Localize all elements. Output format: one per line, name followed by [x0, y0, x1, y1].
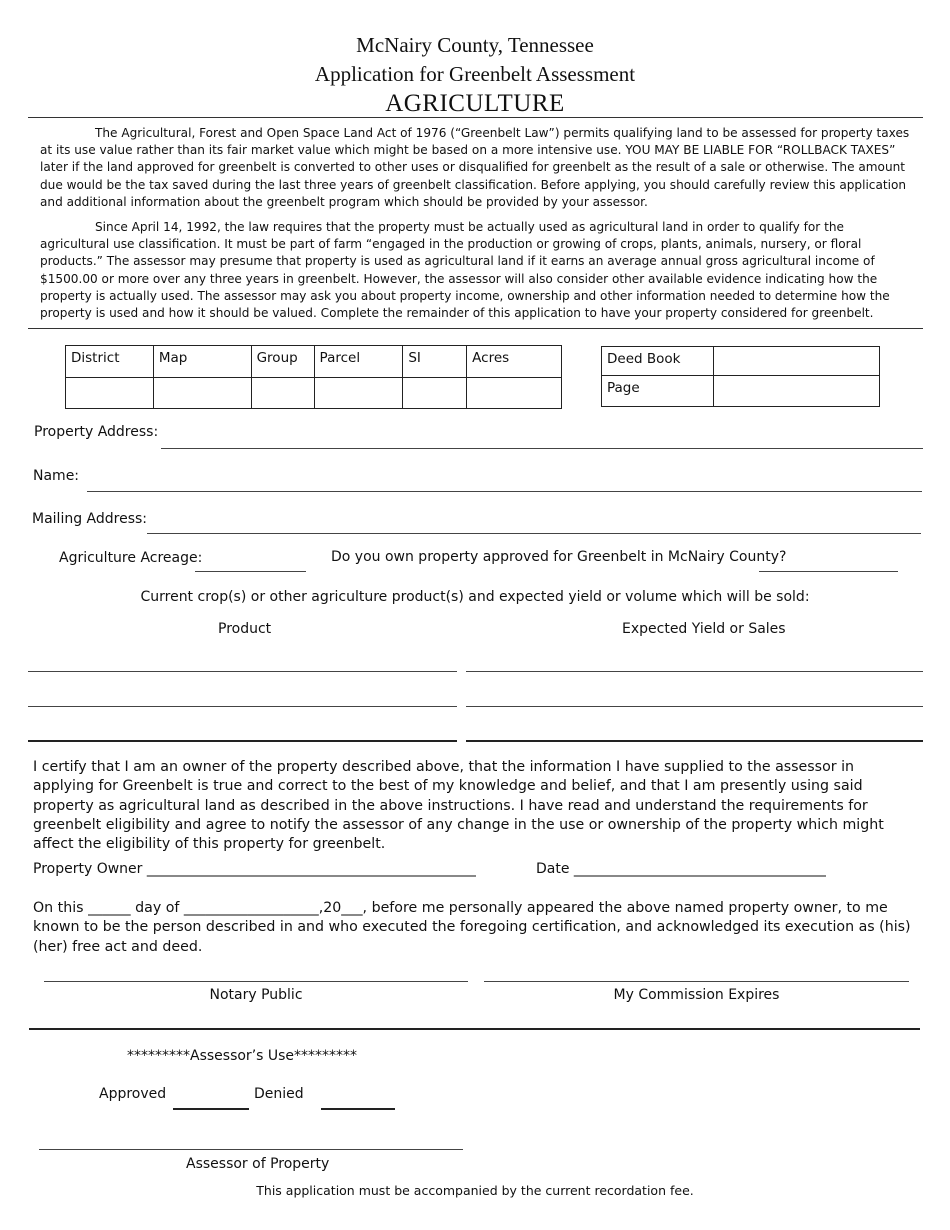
parcel-header-acres: Acres [467, 346, 562, 378]
property-address-line[interactable] [161, 448, 923, 449]
assessor-signature-line[interactable] [39, 1149, 463, 1150]
name-line[interactable] [87, 491, 922, 492]
header-divider [28, 117, 923, 118]
mailing-address-line[interactable] [147, 533, 921, 534]
parcel-input[interactable] [314, 378, 403, 409]
parcel-table [65, 345, 562, 409]
date-field[interactable]: Date ____________________________________ [536, 861, 826, 877]
greenbelt-question-label: Do you own property approved for Greenbelt in McNairy County? [331, 549, 787, 565]
acres-input[interactable] [467, 378, 562, 409]
mailing-address-label: Mailing Address: [32, 511, 148, 527]
assessor-of-property-label: Assessor of Property [186, 1156, 330, 1172]
intro-paragraph-1: The Agricultural, Forest and Open Space Land Act of 1976 (“Greenbelt Law”) permits qualifying land to be assessed for property taxes at its use value rather than its fair market value which might be based on a more intensive use. YOU MAY BE LIABLE FOR “ROLLBACK TAXES” later if the land approved for greenbelt is converted to other uses or disqualified for greenbelt as the result of a sale or otherwise. The amount due would be the tax saved during the last three years of greenbelt classification. Before applying, you should carefully review this application and additional information about the greenbelt program which should be provided by your assessor. [40, 126, 910, 209]
parcel-header-parcel: Parcel [314, 346, 403, 378]
si-input[interactable] [403, 378, 467, 409]
intro-divider [28, 328, 923, 329]
intro-paragraph-2: Since April 14, 1992, the law requires that the property must be actually used as agricultural land in order to qualify for the agricultural use classification. It must be part of farm “engaged in the production or growing of crops, plants, animals, nursery, or floral products.” The assessor may presume that property is used as agricultural land if it earns an average annual gross agricultural income of $1500.00 or more over any three years in greenbelt. However, the assessor will also consider other available evidence indicating how the property is actually used. The assessor may ask you about property income, ownership and other information needed to determine how the property is used and how it should be valued. Complete the remainder of this application to have your property considered for greenbelt. [40, 220, 890, 321]
map-input[interactable] [153, 378, 251, 409]
agriculture-acreage-line[interactable] [195, 571, 306, 572]
recordation-fee-note: This application must be accompanied by the current recordation fee. [256, 1183, 694, 1198]
certification-text: I certify that I am an owner of the property described above, that the information I have supplied to the assessor in applying for Greenbelt is true and correct to the best of my knowledge and belief, and that I am presently using said property as agricultural land as described in the above instructions. I have read and understand the requirements for greenbelt eligibility and agree to notify the assessor of any change in the use or ownership of the property which might affect the eligibility of this property for greenbelt. [33, 759, 884, 853]
notary-public-label: Notary Public [209, 987, 303, 1003]
notary-signature-line[interactable] [44, 981, 468, 982]
commission-expires-label: My Commission Expires [613, 987, 780, 1003]
notary-statement: On this ______ day of ___________________,20___, before me personally appeared the above named property owner, to me known to be the person described in and who executed the foregoing certification, and acknowledged its execution as (his) (her) free act and deed. [33, 900, 911, 955]
product-line-2[interactable] [28, 706, 457, 707]
approved-line[interactable] [173, 1108, 249, 1110]
category-title: AGRICULTURE [385, 90, 565, 117]
product-header: Product [218, 621, 272, 637]
assessor-section-divider [29, 1028, 920, 1030]
commission-expires-line[interactable] [484, 981, 909, 982]
page-input[interactable] [714, 376, 880, 407]
deed-book-input[interactable] [714, 347, 880, 376]
yield-header: Expected Yield or Sales [622, 621, 786, 637]
deed-table [601, 346, 880, 407]
denied-label: Denied [254, 1086, 304, 1102]
property-address-label: Property Address: [34, 424, 159, 440]
product-line-1[interactable] [28, 671, 457, 672]
crops-prompt: Current crop(s) or other agriculture product(s) and expected yield or volume which will be sold: [140, 589, 810, 605]
yield-line-3[interactable] [466, 740, 923, 742]
county-title: McNairy County, Tennessee [356, 33, 594, 57]
greenbelt-answer-line[interactable] [759, 571, 898, 572]
assessor-use-heading: *********Assessor’s Use********* [127, 1048, 358, 1064]
parcel-header-group: Group [251, 346, 314, 378]
deed-book-label: Deed Book [602, 347, 714, 376]
district-input[interactable] [66, 378, 154, 409]
denied-line[interactable] [321, 1108, 395, 1110]
page-label: Page [602, 376, 714, 407]
agriculture-acreage-label: Agriculture Acreage: [59, 550, 203, 566]
name-label: Name: [33, 468, 80, 484]
product-line-3[interactable] [28, 740, 457, 742]
parcel-header-district: District [66, 346, 154, 378]
group-input[interactable] [251, 378, 314, 409]
parcel-header-si: SI [403, 346, 467, 378]
approved-label: Approved [99, 1086, 167, 1102]
parcel-header-map: Map [153, 346, 251, 378]
form-title: Application for Greenbelt Assessment [314, 62, 636, 86]
yield-line-1[interactable] [466, 671, 923, 672]
yield-line-2[interactable] [466, 706, 923, 707]
property-owner-signature[interactable]: Property Owner _______________________________________________ [33, 861, 476, 877]
